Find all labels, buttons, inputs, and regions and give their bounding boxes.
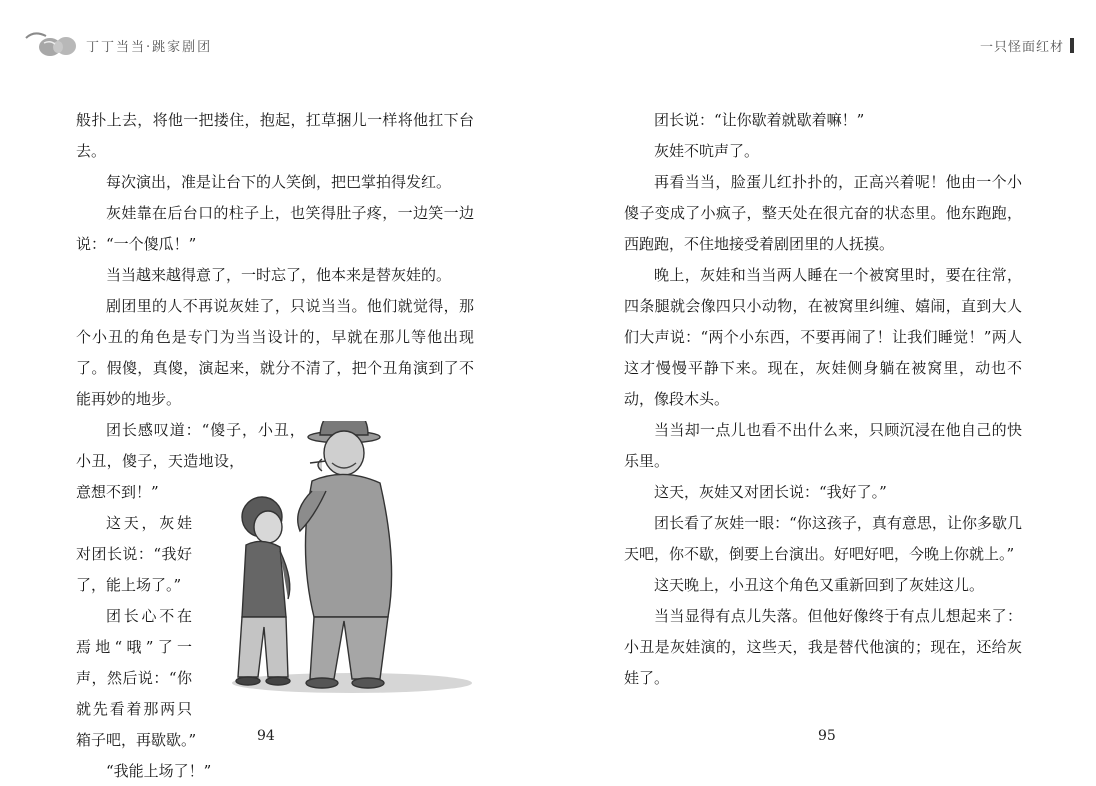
paragraph: 灰娃不吭声了。 [654, 142, 760, 160]
right-running-header [980, 36, 1074, 55]
right-page-body [624, 105, 1022, 694]
paragraph: 团长心不在焉地“哦”了一声，然后说：“你就先看着那两只箱子吧，再歇歇。” [76, 607, 197, 749]
paragraph: 这天，灰娃对团长说：“我好了，能上场了。” [76, 514, 192, 594]
series-title: 丁丁当当·跳家剧团 [86, 39, 213, 55]
paragraph: 当当越来越得意了，一时忘了，他本来是替灰娃的。 [106, 266, 452, 284]
paragraph: 团长看了灰娃一眼：“你这孩子，真有意思，让你多歇几天吧，你不歇，倒要上台演出。好吧好吧，今晚上你就上。” [624, 514, 1022, 563]
book-title: 一只怪面红材 [979, 40, 1064, 55]
page-number-right: 95 [818, 728, 836, 744]
paragraph: “我能上场了！” [106, 762, 212, 780]
paragraph: 团长说：“让你歇着就歇着嘛！” [654, 111, 865, 129]
page-number-left: 94 [257, 728, 275, 744]
peanut-logo-icon [24, 28, 80, 62]
paragraph: 每次演出，准是让台下的人笑倒，把巴掌拍得发红。 [106, 173, 452, 191]
paragraph: 剧团里的人不再说灰娃了，只说当当。他们就觉得，那个小丑的角色是专门为当当设计的，早就在那儿等他出现了。假傻，真傻，演起来，就分不清了，把个丑角演到了不能再妙的地步。 [76, 297, 474, 408]
paragraph: 这天晚上，小丑这个角色又重新回到了灰娃这儿。 [654, 576, 985, 594]
paragraph: 这天，灰娃又对团长说：“我好了。” [654, 483, 887, 501]
left-page-body [76, 105, 474, 786]
paragraph: 当当却一点儿也看不出什么来，只顾沉浸在他自己的快乐里。 [624, 421, 1022, 470]
left-running-header [24, 28, 212, 62]
header-bar-mark [1070, 38, 1074, 53]
paragraph: 团长感叹道：“傻子，小丑，小丑，傻子，天造地设，意想不到！” [76, 421, 305, 501]
paragraph: 当当显得有点儿失落。但他好像终于有点儿想起来了：小丑是灰娃演的，这些天，我是替代他演的；现在，还给灰娃了。 [624, 607, 1022, 687]
paragraph: 般扑上去，将他一把搂住，抱起，扛草捆儿一样将他扛下台去。 [76, 111, 474, 160]
paragraph: 晚上，灰娃和当当两人睡在一个被窝里时，要在往常，四条腿就会像四只小动物，在被窝里纠缠、嬉闹，直到大人们大声说：“两个小东西，不要再闹了！让我们睡觉！”两人这才慢慢平静下来。现在，灰娃侧身躺在被窝里，动也不动，像段木头。 [624, 266, 1022, 408]
paragraph: 灰娃靠在后台口的柱子上，也笑得肚子疼，一边笑一边说：“一个傻瓜！” [76, 204, 474, 253]
paragraph: 再看当当，脸蛋儿红扑扑的，正高兴着呢！他由一个小傻子变成了小疯子，整天处在很亢奋的状态里。他东跑跑，西跑跑，不住地接受着剧团里的人抚摸。 [624, 173, 1022, 253]
